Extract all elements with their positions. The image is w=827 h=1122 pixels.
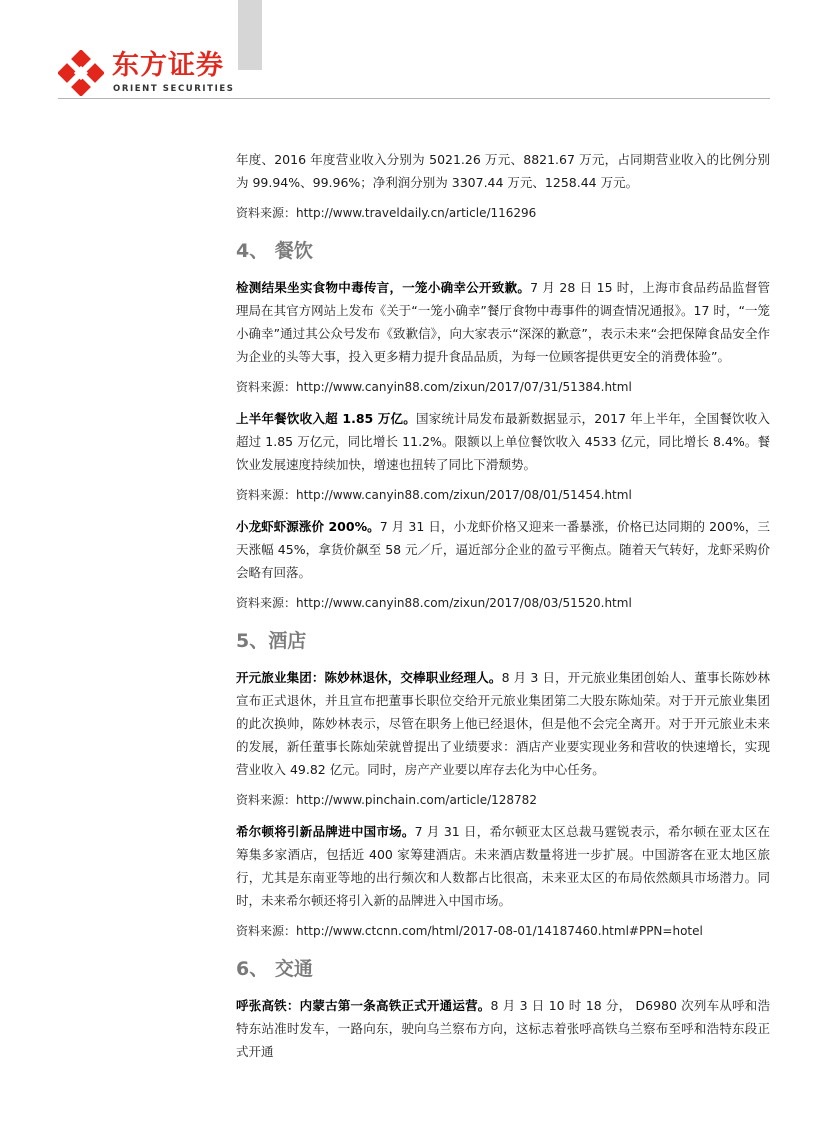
section-title-hotel: 5、酒店: [236, 630, 307, 652]
news-item: [236, 276, 770, 368]
news-headline: 开元旅业集团：陈妙林退休，交棒职业经理人。: [236, 670, 502, 685]
news-item: [236, 515, 770, 584]
source-line: 资料来源：http://www.ctcnn.com/html/2017-08-01/14187460.html#PPN=hotel: [236, 924, 703, 938]
news-body: 7 月 31 日，希尔顿亚太区总裁马霆锐表示，希尔顿在亚太区在筹集多家酒店，包括近 400 家筹建酒店。未来酒店数量将进一步扩展。中国游客在亚太地区旅行，尤其是东南亚等地的出行频次和人数都占比很高，未来亚太区的布局依然颇具市场潜力。同时，未来希尔顿还将引入新的品牌进入中国市场。: [236, 824, 770, 908]
news-body: 7 月 28 日 15 时，上海市食品药品监督管理局在其官方网站上发布《关于“一笼小确幸”餐厅食物中毒事件的调查情况通报》。17 时，“一笼小确幸”通过其公众号发布《致歉信》，向大家表示“深深的歉意”，表示未来“会把保障食品安全作为企业的头等大事，投入更多精力提升食品品质，为每一位顾客提供更安全的消费体验”。: [236, 280, 770, 364]
news-item: [236, 994, 770, 1063]
source-line: 资料来源：http://www.canyin88.com/zixun/2017/08/03/51520.html: [236, 596, 632, 610]
news-body: 8 月 3 日，开元旅业集团创始人、董事长陈妙林宣布正式退休，并且宣布把董事长职位交给开元旅业集团第二大股东陈灿荣。对于开元旅业集团的此次换帅，陈妙林表示，尽管在职务上他已经退休，但是他不会完全离开。对于开元旅业未来的发展，新任董事长陈灿荣就曾提出了业绩要求：酒店产业要实现业务和营收的快速增长，实现营业收入 49.82 亿元。同时，房产产业要以库存去化为中心任务。: [236, 670, 770, 777]
report-body: [236, 148, 770, 1063]
news-item: [236, 820, 770, 912]
news-headline: 检测结果坐实食物中毒传言，一笼小确幸公开致歉。: [236, 280, 531, 295]
news-body: 7 月 31 日，小龙虾价格又迎来一番暴涨，价格已达同期的 200%，三天涨幅 45%，拿货价飙至 58 元／斤，逼近部分企业的盈亏平衡点。随着天气转好，龙虾采购价会略有回落。: [236, 519, 770, 580]
source-line: 资料来源：http://www.pinchain.com/article/128782: [236, 793, 537, 807]
source-line: 资料来源：http://www.traveldaily.cn/article/116296: [236, 206, 537, 220]
section-title-transport: 6、 交通: [236, 958, 313, 980]
news-item: [236, 407, 770, 476]
news-body: 国家统计局发布最新数据显示，2017 年上半年，全国餐饮收入超过 1.85 万亿元，同比增长 11.2%。限额以上单位餐饮收入 4533 亿元，同比增长 8.4%。餐饮业发展速度持续加快，增速也扭转了同比下滑颓势。: [236, 411, 770, 472]
news-headline: 希尔顿将引新品牌进中国市场。: [236, 824, 415, 839]
intro-paragraph: 年度、2016 年度营业收入分别为 5021.26 万元、8821.67 万元，占同期营业收入的比例分别为 99.94%、99.96%；净利润分别为 3307.44 万元、1258.44 万元。: [236, 152, 770, 190]
page-header: [0, 0, 827, 100]
news-item: [236, 666, 770, 781]
section-title-catering: 4、 餐饮: [236, 240, 313, 262]
header-decor-bar: [238, 0, 262, 70]
brand-name-cn: 东方证券: [112, 50, 224, 81]
news-headline: 小龙虾虾源涨价 200%。: [236, 519, 380, 534]
brand-name-en: ORIENT SECURITIES: [113, 84, 235, 94]
orient-securities-logo-icon: [58, 50, 104, 96]
header-divider: [58, 98, 770, 99]
source-line: 资料来源：http://www.canyin88.com/zixun/2017/07/31/51384.html: [236, 380, 632, 394]
news-headline: 呼张高铁：内蒙古第一条高铁正式开通运营。: [236, 998, 491, 1013]
source-line: 资料来源：http://www.canyin88.com/zixun/2017/08/01/51454.html: [236, 488, 632, 502]
news-headline: 上半年餐饮收入超 1.85 万亿。: [236, 411, 417, 426]
news-body: 8 月 3 日 10 时 18 分， D6980 次列车从呼和浩特东站准时发车，一路向东，驶向乌兰察布方向，这标志着张呼高铁乌兰察布至呼和浩特东段正式开通: [236, 998, 770, 1059]
